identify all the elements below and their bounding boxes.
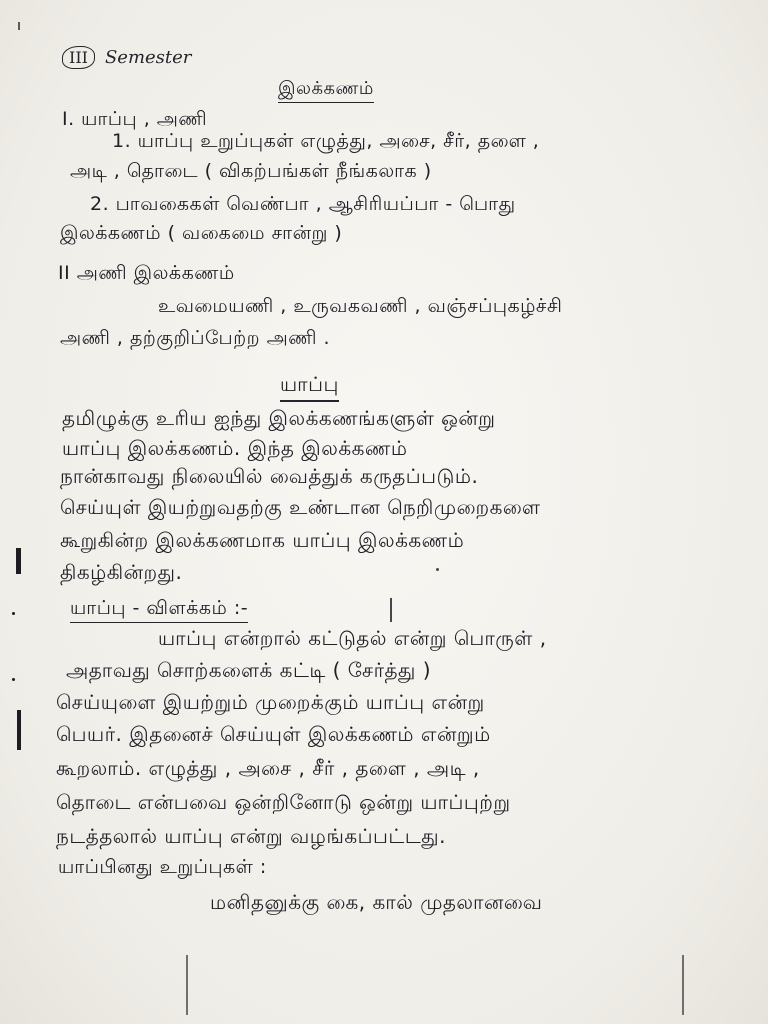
para1-line5: கூறுகின்ற இலக்கணமாக யாப்பு இலக்கணம் — [60, 528, 465, 552]
body-heading: யாப்பு — [280, 372, 339, 402]
para1-line1: தமிழுக்கு உரிய ஐந்து இலக்கணங்களுள் ஒன்று — [62, 406, 496, 430]
semester-text: Semester — [104, 47, 192, 68]
scan-mark — [186, 955, 188, 1015]
scan-mark — [390, 598, 392, 622]
para2-line5: கூறலாம். எழுத்து , அசை , சீர் , தளை , அடி , — [56, 756, 480, 780]
para2-line4: பெயர். இதனைச் செய்யுள் இலக்கணம் என்றும் — [56, 722, 491, 746]
scan-mark — [12, 612, 15, 615]
para1-line4: செய்யுள் இயற்றுவதற்கு உண்டான நெறிமுறைகளை — [60, 495, 541, 519]
section2-line2: அணி , தற்குறிப்பேற்ற அணி . — [60, 327, 331, 349]
para1-line3: நான்காவது நிலையில் வைத்துக் கருதப்படும். — [60, 464, 479, 488]
scan-mark — [16, 548, 21, 574]
outline-item1-line1: 1. யாப்பு உறுப்புகள் எழுத்து, அசை, சீர், தளை , — [112, 130, 540, 152]
outline-item1-line2: அடி , தொடை ( விகற்பங்கள் நீங்கலாக ) — [70, 160, 432, 182]
section2-line1: உவமையணி , உருவகவணி , வஞ்சப்புகழ்ச்சி — [158, 295, 563, 317]
section2-heading: II அணி இலக்கணம் — [58, 262, 235, 284]
para2-line9: மனிதனுக்கு கை, கால் முதலானவை — [210, 890, 543, 914]
scan-mark — [18, 22, 20, 30]
page-title: இலக்கணம் — [278, 78, 374, 103]
scan-mark — [436, 568, 439, 571]
section1-heading: I. யாப்பு , அணி — [62, 108, 208, 130]
scan-mark — [682, 955, 684, 1015]
scan-mark — [17, 710, 21, 750]
para2-line7: நடத்தலால் யாப்பு என்று வழங்கப்பட்டது. — [56, 824, 446, 848]
para2-line2: அதாவது சொற்களைக் கட்டி ( சேர்த்து ) — [66, 658, 432, 682]
para1-line2: யாப்பு இலக்கணம். இந்த இலக்கணம் — [62, 436, 408, 460]
para2-line6: தொடை என்பவை ஒன்றினோடு ஒன்று யாப்புற்று — [56, 790, 511, 814]
para2-line8: யாப்பினது உறுப்புகள் : — [58, 856, 267, 878]
subheading-explanation: யாப்பு - விளக்கம் :- — [70, 597, 248, 623]
para2-line3: செய்யுளை இயற்றும் முறைக்கும் யாப்பு என்று — [56, 690, 485, 714]
outline-item2-line1: 2. பாவகைகள் வெண்பா , ஆசிரியப்பா - பொது — [90, 193, 516, 215]
outline-item2-line2: இலக்கணம் ( வகைமை சான்று ) — [60, 222, 343, 244]
semester-number: III — [62, 46, 95, 69]
para1-line6: திகழ்கின்றது. — [60, 560, 183, 584]
semester-label — [62, 46, 191, 69]
para2-line1: யாப்பு என்றால் கட்டுதல் என்று பொருள் , — [158, 626, 547, 650]
scan-mark — [12, 678, 15, 681]
